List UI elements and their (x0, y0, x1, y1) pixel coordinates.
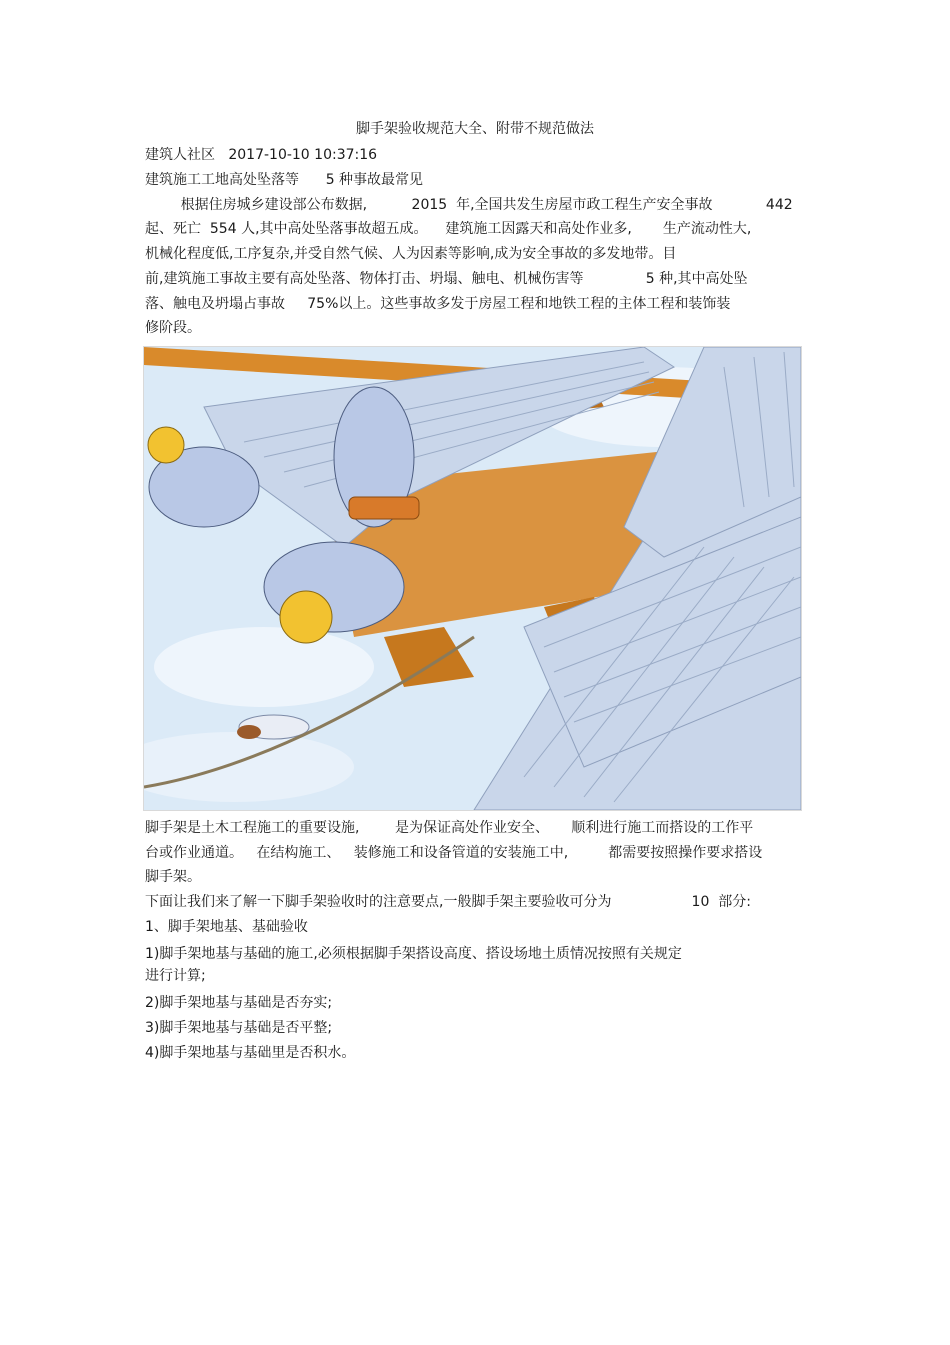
list-item: 2)脚手架地基与基础是否夯实; (145, 995, 333, 1011)
list-item: 1)脚手架地基与基础的施工,必须根据脚手架搭设高度、搭设场地土质情况按照有关规定 (145, 946, 682, 962)
body-line: 下面让我们来了解一下脚手架验收时的注意要点,一般脚手架主要验收可分为 10 部分: (145, 894, 751, 910)
body-line: 台或作业通道。 在结构施工、 装修施工和设备管道的安装施工中, 都需要按照操作要求搭设 (145, 845, 763, 861)
intro-line: 落、触电及坍塌占事故 75%以上。这些事故多发于房屋工程和地铁工程的主体工程和装饰装 (145, 296, 731, 312)
falling-workers-illustration (143, 346, 802, 811)
body-line: 脚手架。 (145, 869, 201, 885)
section-heading: 1、脚手架地基、基础验收 (145, 919, 308, 935)
intro-line: 起、死亡 554 人,其中高处坠落事故超五成。 建筑施工因露天和高处作业多, 生产流动性大, (145, 221, 752, 237)
intro-line: 修阶段。 (145, 320, 201, 336)
article-meta: 建筑人社区 2017-10-10 10:37:16 (145, 147, 378, 163)
intro-line: 前,建筑施工事故主要有高处坠落、物体打击、坍塌、触电、机械伤害等 5 种,其中高处坠 (145, 271, 748, 287)
list-item: 进行计算; (145, 968, 206, 984)
list-item: 3)脚手架地基与基础是否平整; (145, 1020, 333, 1036)
body-line: 脚手架是土木工程施工的重要设施, 是为保证高处作业安全、 顺利进行施工而搭设的工作平 (145, 820, 754, 836)
list-item: 4)脚手架地基与基础里是否积水。 (145, 1045, 356, 1061)
intro-line: 机械化程度低,工序复杂,并受自然气候、人为因素等影响,成为安全事故的多发地带。目 (145, 246, 677, 262)
article-subheading: 建筑施工工地高处坠落等 5 种事故最常见 (145, 172, 424, 188)
intro-line: 根据住房城乡建设部公布数据, 2015 年,全国共发生房屋市政工程生产安全事故 442 (145, 197, 793, 213)
article-title: 脚手架验收规范大全、附带不规范做法 (356, 121, 594, 137)
